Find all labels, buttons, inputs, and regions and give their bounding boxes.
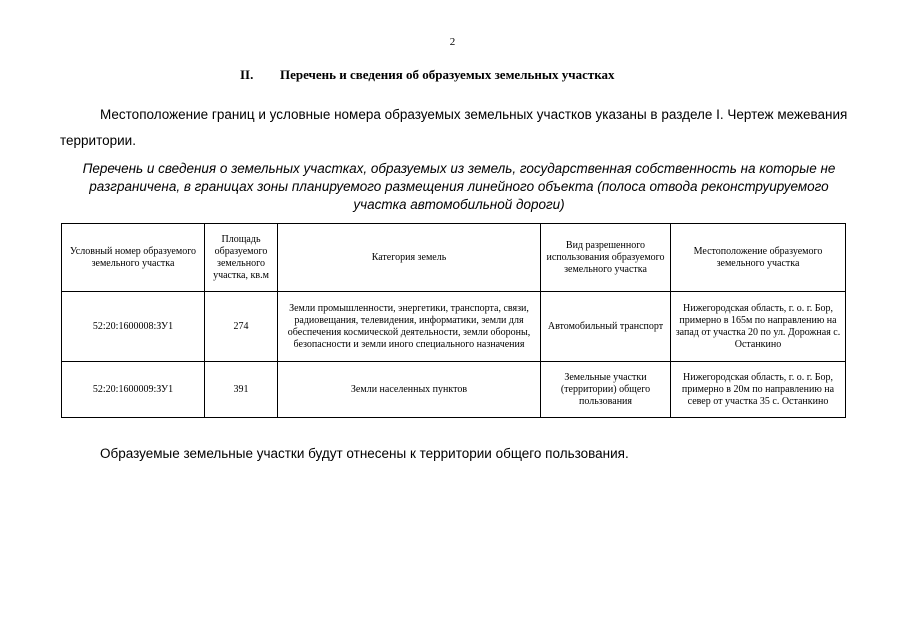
cell-category: Земли населенных пунктов <box>278 362 541 418</box>
cell-category: Земли промышленности, энергетики, транспорта, связи, радиовещания, телевидения, информатики, земли для обеспечения космической деятельности, земли обороны, безопасности и земли иного специального назначения <box>278 292 541 362</box>
table-row <box>62 362 846 418</box>
cell-number: 52:20:1600009:ЗУ1 <box>62 362 205 418</box>
cell-area: 274 <box>205 292 278 362</box>
cell-location: Нижегородская область, г. о. г. Бор, примерно в 165м по направлению на запад от участка 20 по ул. Дорожная с. Останкино <box>671 292 846 362</box>
header-number: Условный номер образуемого земельного участка <box>62 224 205 292</box>
header-location: Местоположение образуемого земельного участка <box>671 224 846 292</box>
cell-location: Нижегородская область, г. о. г. Бор, примерно в 20м по направлению на север от участка 35 с. Останкино <box>671 362 846 418</box>
intro-paragraph: Местоположение границ и условные номера образуемых земельных участков указаны в разделе I. Чертеж межевания территории. <box>60 107 848 148</box>
cell-number: 52:20:1600008:ЗУ1 <box>62 292 205 362</box>
page-number: 2 <box>449 36 456 48</box>
section-number: II. <box>240 67 254 82</box>
cell-usage: Автомобильный транспорт <box>541 292 671 362</box>
table-row <box>62 292 846 362</box>
cell-usage: Земельные участки (территории) общего пользования <box>541 362 671 418</box>
conclusion-paragraph: Образуемые земельные участки будут отнесены к территории общего пользования. <box>100 446 629 461</box>
header-usage: Вид разрешенного использования образуемого земельного участка <box>541 224 671 292</box>
header-category: Категория земель <box>278 224 541 292</box>
header-area: Площадь образуемого земельного участка, кв.м <box>205 224 278 292</box>
cell-area: 391 <box>205 362 278 418</box>
table-header-row <box>62 224 846 292</box>
section-heading <box>240 67 615 83</box>
parcels-table <box>61 223 846 418</box>
table-caption: Перечень и сведения о земельных участках, образуемых из земель, государственная собственность на которые не разграничена, в границах зоны планируемого размещения линейного объекта (полоса отвода реконструируемого участка автомобильной дороги) <box>82 161 836 212</box>
section-title: Перечень и сведения об образуемых земельных участках <box>280 67 615 82</box>
